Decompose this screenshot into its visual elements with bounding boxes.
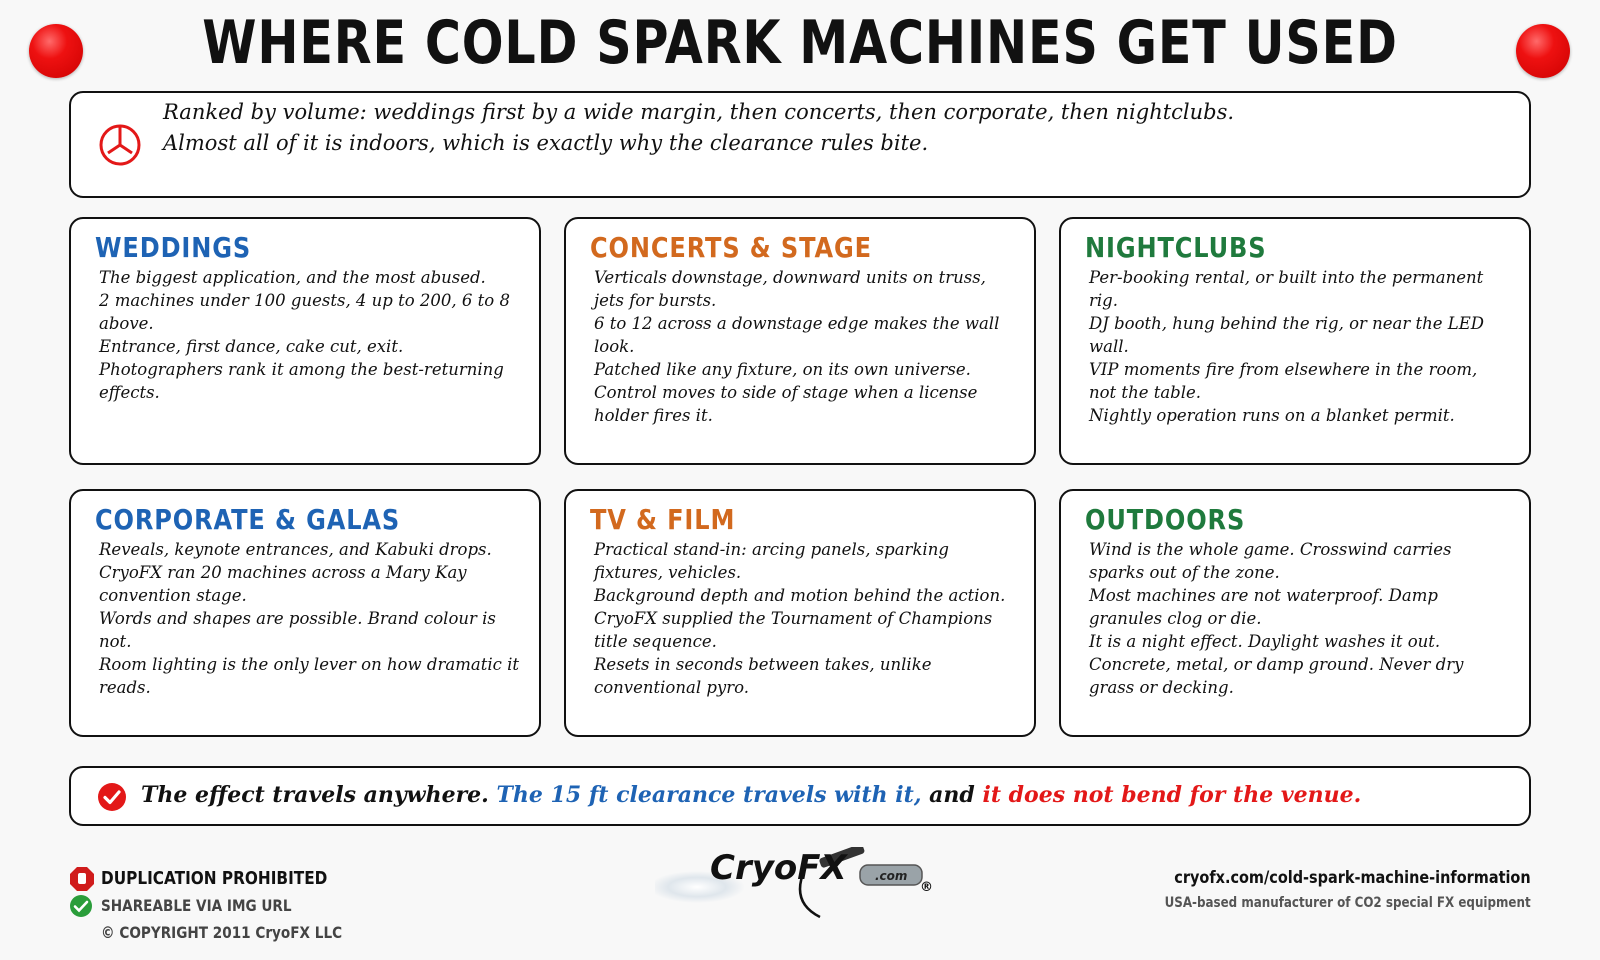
list-item: 6 to 12 across a downstage edge makes the wall look. <box>594 314 1000 356</box>
registered-mark: ® <box>920 880 933 895</box>
check-circle-icon <box>97 782 127 812</box>
card-heading: TV & FILM <box>590 503 736 536</box>
stop-hand-icon <box>69 866 95 892</box>
list-item: Concrete, metal, or damp ground. Never dry grass or decking. <box>1089 655 1464 697</box>
card-nightclubs <box>1059 217 1531 465</box>
list-item: Words and shapes are possible. Brand colour is not. <box>99 609 496 651</box>
summary-part-2: The 15 ft clearance travels with it, <box>496 782 922 808</box>
duplication-prohibited-label: DUPLICATION PROHIBITED <box>101 868 328 889</box>
card-heading: CONCERTS & STAGE <box>590 231 872 264</box>
card-heading: NIGHTCLUBS <box>1085 231 1267 264</box>
summary-part-3: and <box>929 782 975 808</box>
card-outdoors <box>1059 489 1531 737</box>
red-dot-right-icon <box>1516 24 1570 78</box>
list-item: Patched like any fixture, on its own universe. <box>594 360 971 379</box>
list-item: CryoFX ran 20 machines across a Mary Kay convention stage. <box>99 563 467 605</box>
list-item: Resets in seconds between takes, unlike conventional pyro. <box>594 655 932 697</box>
card-weddings <box>69 217 541 465</box>
card-heading: WEDDINGS <box>95 231 252 264</box>
cryofx-logo <box>655 847 955 937</box>
list-item: Per-booking rental, or built into the permanent rig. <box>1089 268 1484 310</box>
list-item: Background depth and motion behind the action. <box>594 586 1006 605</box>
list-item: Most machines are not waterproof. Damp granules clog or die. <box>1089 586 1438 628</box>
list-item: Control moves to side of stage when a license holder fires it. <box>594 383 978 425</box>
list-item: Practical stand-in: arcing panels, sparking fixtures, vehicles. <box>594 540 949 582</box>
copyright-label: © COPYRIGHT 2011 CryoFX LLC <box>101 923 343 942</box>
summary-part-1: The effect travels anywhere. <box>141 782 489 808</box>
list-item: VIP moments fire from elsewhere in the room, not the table. <box>1089 360 1478 402</box>
list-item: The biggest application, and the most abused. <box>99 268 486 287</box>
timer-icon <box>98 123 142 167</box>
card-heading: OUTDOORS <box>1085 503 1246 536</box>
summary-banner <box>69 766 1531 826</box>
card-corporate-galas <box>69 489 541 737</box>
check-circle-icon <box>69 894 93 918</box>
card-tv-film <box>564 489 1036 737</box>
intro-box <box>69 91 1531 198</box>
footer-url: cryofx.com/cold-spark-machine-information <box>1174 868 1531 888</box>
list-item: Entrance, first dance, cake cut, exit. <box>99 337 404 356</box>
intro-line-1: Ranked by volume: weddings first by a wide margin, then concerts, then corporate, then nightclubs. <box>163 100 1235 124</box>
list-item: Photographers rank it among the best-returning effects. <box>99 360 504 402</box>
footer-notices <box>69 865 385 946</box>
list-item: It is a night effect. Daylight washes it out. <box>1089 632 1441 651</box>
summary-part-4: it does not bend for the venue. <box>982 782 1362 808</box>
list-item: Room lighting is the only lever on how dramatic it reads. <box>99 655 519 697</box>
list-item: CryoFX supplied the Tournament of Champions title sequence. <box>594 609 993 651</box>
list-item: Nightly operation runs on a blanket permit. <box>1089 406 1455 425</box>
page-title: WHERE COLD SPARK MACHINES GET USED <box>202 8 1398 78</box>
red-dot-left-icon <box>29 24 83 78</box>
logo-text: CryoFX <box>710 848 847 888</box>
shareable-label: SHAREABLE VIA IMG URL <box>101 896 292 915</box>
list-item: Verticals downstage, downward units on truss, jets for bursts. <box>594 268 986 310</box>
card-heading: CORPORATE & GALAS <box>95 503 401 536</box>
list-item: Wind is the whole game. Crosswind carries sparks out of the zone. <box>1089 540 1452 582</box>
list-item: DJ booth, hung behind the rig, or near the LED wall. <box>1089 314 1485 356</box>
footer-tagline: USA-based manufacturer of CO2 special FX equipment <box>1164 895 1531 911</box>
list-item: Reveals, keynote entrances, and Kabuki drops. <box>99 540 492 559</box>
footer-right <box>1100 868 1531 911</box>
logo-suffix: .com <box>875 869 908 883</box>
intro-line-2: Almost all of it is indoors, which is exactly why the clearance rules bite. <box>163 131 929 155</box>
list-item: 2 machines under 100 guests, 4 up to 200, 6 to 8 above. <box>99 291 510 333</box>
card-concerts-stage <box>564 217 1036 465</box>
